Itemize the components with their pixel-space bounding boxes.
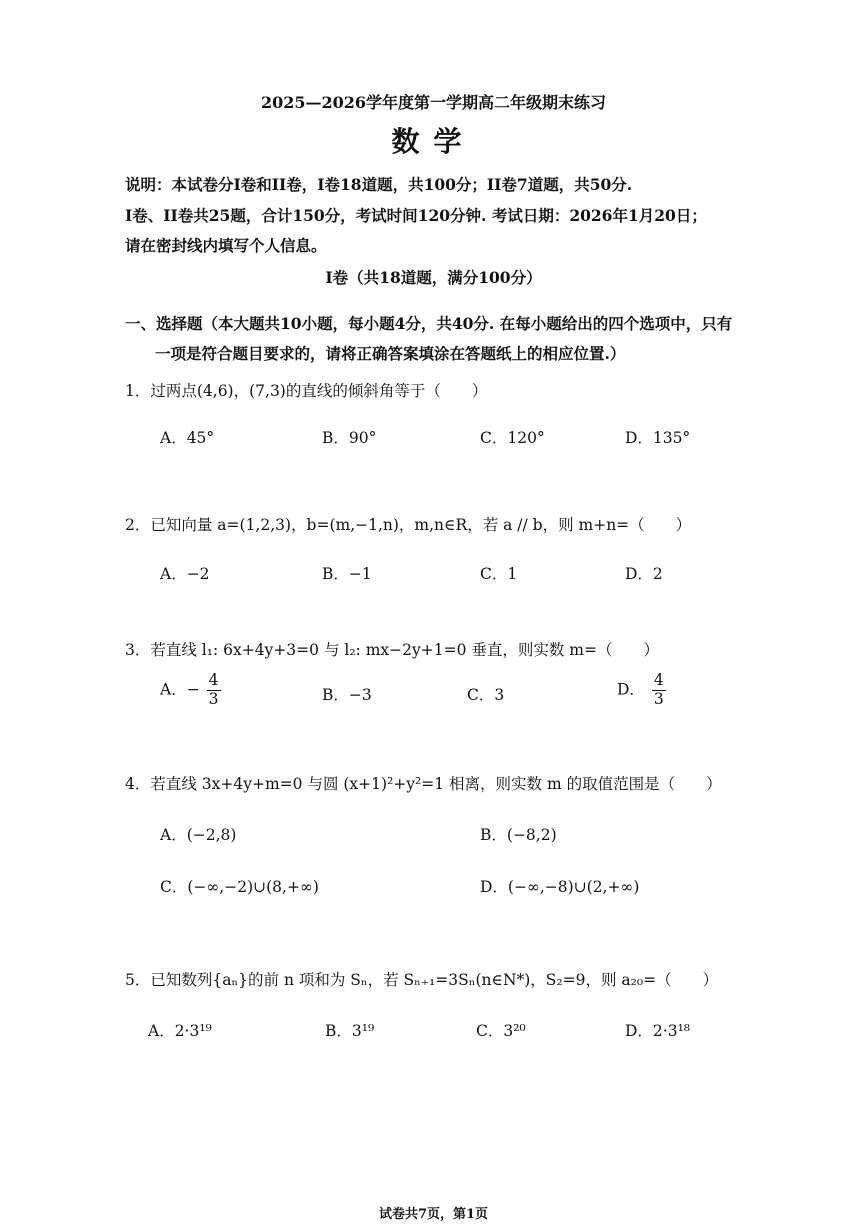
question-1-option-c[interactable]: C．120° [480,429,545,447]
instruction-line-3: 请在密封线内填写个人信息。 [125,236,327,255]
question-2-option-c[interactable]: C．1 [480,565,518,583]
instruction-line-1: 说明：本试卷分I卷和II卷，I卷18道题，共100分；II卷7道题，共50分. [125,175,633,194]
question-1-option-b[interactable]: B．90° [322,429,377,447]
part-description-line-2: 一项是符合题目要求的，请将正确答案填涂在答题纸上的相应位置.） [155,344,626,363]
question-4-option-a[interactable]: A．(−2,8) [160,826,237,844]
exam-title: 2025—2026学年度第一学期高二年级期末练习 [260,93,607,112]
question-2-option-d[interactable]: D．2 [625,565,663,583]
question-3-option-a-label: A．− [160,680,200,699]
question-3-option-d[interactable] [617,672,668,709]
question-3-stem: 3．若直线 l₁: 6x+4y+3=0 与 l₂: mx−2y+1=0 垂直，则实数 m=（ ） [125,641,659,659]
part-description-line-1: 一、选择题（本大题共10小题，每小题4分，共40分. 在每小题给出的四个选项中，只有 [125,314,733,333]
question-2-option-a[interactable]: A．−2 [160,565,210,583]
question-2-option-b[interactable]: B．−1 [322,565,372,583]
subject-title: 数学 [391,125,476,158]
question-1-stem: 1．过两点(4,6)，(7,3)的直线的倾斜角等于（ ） [125,382,488,400]
question-4-stem: 4．若直线 3x+4y+m=0 与圆 (x+1)²+y²=1 相离，则实数 m 的取值范围是（ ） [125,775,722,793]
question-3-option-a[interactable] [160,672,223,709]
question-5-option-c[interactable]: C．3²⁰ [476,1022,526,1040]
question-3-option-a-fraction [207,672,221,709]
question-4-option-c[interactable]: C．(−∞,−2)∪(8,+∞) [160,878,319,896]
fraction-denominator: 3 [208,689,219,708]
question-3-option-d-label: D． [617,680,645,699]
question-1-option-d[interactable]: D．135° [625,429,691,447]
question-4-option-b[interactable]: B．(−8,2) [480,826,557,844]
instruction-line-2: I卷、II卷共25题，合计150分，考试时间120分钟. 考试日期：2026年1月20日； [125,206,707,225]
question-3-option-c[interactable]: C．3 [467,686,505,704]
page-footer: 试卷共7页，第1页 [378,1207,489,1222]
fraction-denominator: 3 [653,689,664,708]
question-1-option-a[interactable]: A．45° [160,429,215,447]
fraction-numerator: 4 [653,671,664,689]
question-2-stem: 2．已知向量 a=(1,2,3)，b=(m,−1,n)，m,n∈R，若 a // b，则 m+n=（ ） [125,516,692,534]
fraction-numerator: 4 [208,671,219,689]
question-3-option-d-fraction [652,672,666,709]
question-4-option-d[interactable]: D．(−∞,−8)∪(2,+∞) [480,878,640,896]
question-3-option-b[interactable]: B．−3 [322,686,372,704]
question-5-option-d[interactable]: D．2·3¹⁸ [625,1022,691,1040]
section-title: I卷（共18道题，满分100分） [325,268,542,287]
question-5-stem: 5．已知数列{aₙ}的前 n 项和为 Sₙ，若 Sₙ₊₁=3Sₙ(n∈N*)，S₂=9，则 a₂₀=（ ） [125,971,719,989]
question-5-option-b[interactable]: B．3¹⁹ [325,1022,375,1040]
question-5-option-a[interactable]: A．2·3¹⁹ [148,1022,212,1040]
